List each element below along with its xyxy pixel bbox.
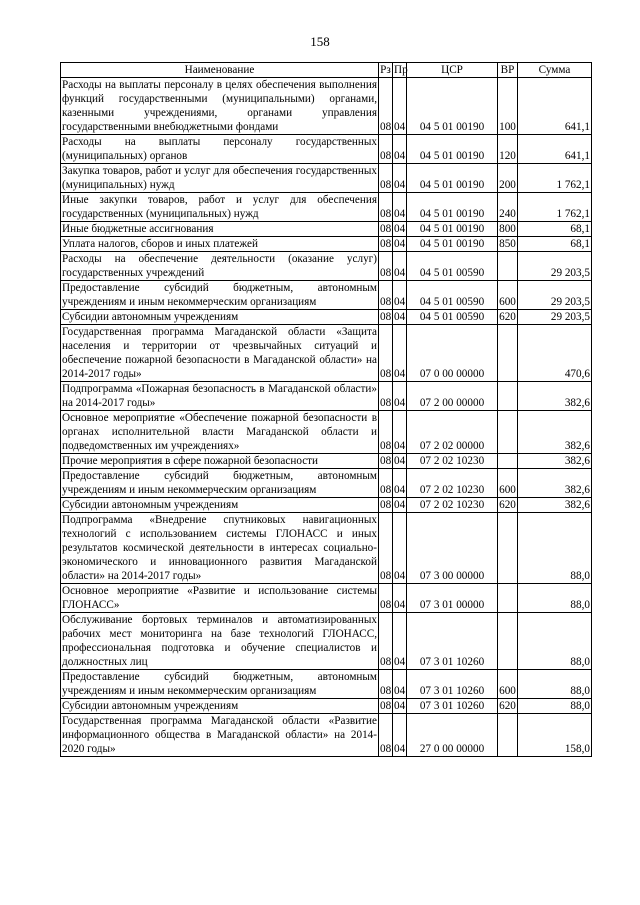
row-vr-cell: 100 — [498, 78, 518, 135]
row-rz-cell: 08 — [379, 613, 393, 670]
row-name-cell: Субсидии автономным учреждениям — [61, 310, 379, 325]
row-name-cell: Закупка товаров, работ и услуг для обеспечения государственных (муниципальных) нужд — [62, 165, 377, 191]
row-rz-cell: 08 — [380, 455, 392, 467]
table-row — [61, 699, 592, 714]
row-csr-cell: 04 5 01 00190 — [407, 237, 498, 252]
table-row — [61, 469, 592, 498]
row-vr-cell — [498, 613, 518, 670]
row-rz-cell: 08 — [379, 714, 393, 757]
table-row — [61, 252, 592, 281]
row-name-cell: Субсидии автономным учреждениям — [61, 699, 379, 714]
row-amount-cell: 88,0 — [518, 699, 592, 714]
row-pr-cell: 04 — [394, 700, 406, 712]
row-vr-cell: 620 — [499, 311, 516, 323]
row-rz-cell: 08 — [379, 469, 393, 498]
row-csr-cell: 07 2 02 10230 — [407, 454, 498, 469]
row-csr-cell: 07 2 02 10230 — [407, 498, 498, 513]
header-csr: ЦСР — [407, 63, 498, 78]
table-body — [61, 78, 592, 757]
row-name-cell: Иные закупки товаров, работ и услуг для обеспечения государственных (муниципальных) нужд — [62, 194, 377, 220]
page-number: 158 — [310, 34, 330, 49]
row-amount-cell: 68,1 — [518, 222, 592, 237]
row-name-cell: Прочие мероприятия в сфере пожарной безопасности — [61, 454, 379, 469]
table-row — [61, 513, 592, 584]
row-amount-cell: 382,6 — [518, 469, 592, 498]
row-amount-cell: 641,1 — [518, 78, 592, 135]
row-rz-cell: 08 — [380, 499, 392, 511]
row-csr-cell: 07 3 00 00000 — [407, 513, 498, 584]
row-vr-cell: 200 — [498, 164, 518, 193]
row-name-cell: Уплата налогов, сборов и иных платежей — [61, 237, 379, 252]
row-vr-cell — [498, 382, 518, 411]
row-amount-cell: 88,0 — [518, 513, 592, 584]
row-pr-cell: 04 — [394, 223, 406, 235]
row-vr-cell — [498, 325, 518, 382]
row-name-cell: Предоставление субсидий бюджетным, автономным учреждениям и иным некоммерческим организациям — [62, 282, 377, 308]
row-vr-cell: 240 — [498, 193, 518, 222]
row-rz-cell: 08 — [379, 252, 393, 281]
row-vr-cell: 850 — [499, 238, 516, 250]
row-amount-cell: 88,0 — [518, 584, 592, 613]
row-csr-cell: 07 2 00 00000 — [407, 382, 498, 411]
header-vr: ВР — [498, 63, 518, 78]
row-pr-cell: 04 — [394, 311, 406, 323]
table-row — [61, 281, 592, 310]
row-vr-cell — [498, 454, 518, 469]
row-vr-cell — [498, 714, 518, 757]
row-vr-cell — [498, 513, 518, 584]
row-name-cell: Государственная программа Магаданской области «Развитие информационного общества в Магаданской области» на 2014-2020 годы» — [62, 715, 377, 755]
row-name-cell: Основное мероприятие «Развитие и использование системы ГЛОНАСС» — [62, 585, 377, 611]
row-rz-cell: 08 — [380, 223, 392, 235]
row-name-cell: Основное мероприятие «Обеспечение пожарной безопасности в органах исполнительной власти Магаданской области и подведомственных им учреждениях» — [62, 412, 377, 452]
row-amount-cell: 29 203,5 — [518, 281, 592, 310]
table-row — [61, 135, 592, 164]
row-pr-cell: 04 — [393, 670, 407, 699]
row-amount-cell: 68,1 — [518, 237, 592, 252]
row-rz-cell: 08 — [379, 513, 393, 584]
row-name-cell: Субсидии автономным учреждениям — [61, 498, 379, 513]
row-pr-cell: 04 — [393, 164, 407, 193]
row-amount-cell: 1 762,1 — [518, 193, 592, 222]
row-pr-cell: 04 — [394, 455, 406, 467]
row-csr-cell: 07 2 02 00000 — [407, 411, 498, 454]
row-csr-cell: 04 5 01 00190 — [407, 193, 498, 222]
row-amount-cell: 470,6 — [518, 325, 592, 382]
row-pr-cell: 04 — [394, 499, 406, 511]
row-amount-cell: 641,1 — [518, 135, 592, 164]
row-csr-cell: 04 5 01 00590 — [407, 310, 498, 325]
row-rz-cell: 08 — [379, 135, 393, 164]
row-csr-cell: 07 3 01 10260 — [407, 699, 498, 714]
row-amount-cell: 1 762,1 — [518, 164, 592, 193]
row-vr-cell — [498, 411, 518, 454]
row-pr-cell: 04 — [393, 193, 407, 222]
row-name-cell: Расходы на выплаты персоналу государственных (муниципальных) органов — [62, 136, 377, 162]
row-pr-cell: 04 — [393, 714, 407, 757]
row-name-cell: Подпрограмма «Внедрение спутниковых навигационных технологий с использованием системы ГЛОНАСС и иных результатов космической деятельности в интересах социально-экономического и инновационного развития Магаданской области» на 2014-2017 годы» — [62, 514, 377, 582]
row-vr-cell — [498, 584, 518, 613]
row-rz-cell: 08 — [379, 411, 393, 454]
row-pr-cell: 04 — [393, 411, 407, 454]
header-pr: Пр — [394, 64, 408, 76]
row-rz-cell: 08 — [379, 193, 393, 222]
row-vr-cell: 600 — [498, 469, 518, 498]
row-csr-cell: 04 5 01 00190 — [407, 78, 498, 135]
table-header-row — [61, 63, 592, 78]
row-amount-cell: 88,0 — [518, 613, 592, 670]
row-vr-cell: 600 — [498, 281, 518, 310]
table-row — [61, 222, 592, 237]
table-row — [61, 310, 592, 325]
row-amount-cell: 382,6 — [518, 411, 592, 454]
row-pr-cell: 04 — [393, 584, 407, 613]
table-row — [61, 411, 592, 454]
header-name: Наименование — [61, 63, 379, 78]
table-row — [61, 613, 592, 670]
table-row — [61, 382, 592, 411]
row-pr-cell: 04 — [393, 513, 407, 584]
row-name-cell: Расходы на выплаты персоналу в целях обеспечения выполнения функций государственными (муниципальными) органами, казенными учреждениями, органами управления государственными внебюджетными фондами — [62, 79, 377, 133]
row-rz-cell: 08 — [379, 584, 393, 613]
row-name-cell: Предоставление субсидий бюджетным, автономным учреждениям и иным некоммерческим организациям — [62, 470, 377, 496]
row-rz-cell: 08 — [380, 700, 392, 712]
row-rz-cell: 08 — [379, 325, 393, 382]
table-row — [61, 237, 592, 252]
row-vr-cell: 620 — [499, 700, 516, 712]
row-pr-cell: 04 — [393, 613, 407, 670]
row-amount-cell: 29 203,5 — [518, 252, 592, 281]
table-row — [61, 193, 592, 222]
table-row — [61, 454, 592, 469]
row-amount-cell: 158,0 — [518, 714, 592, 757]
header-amount: Сумма — [518, 63, 592, 78]
table-row — [61, 670, 592, 699]
row-vr-cell — [498, 252, 518, 281]
row-csr-cell: 07 3 01 10260 — [407, 613, 498, 670]
header-rz: Рз — [380, 64, 391, 76]
row-rz-cell: 08 — [379, 281, 393, 310]
row-amount-cell: 382,6 — [518, 454, 592, 469]
row-name-cell: Предоставление субсидий бюджетным, автономным учреждениям и иным некоммерческим организациям — [62, 671, 377, 697]
row-pr-cell: 04 — [393, 325, 407, 382]
row-csr-cell: 04 5 01 00190 — [407, 222, 498, 237]
row-vr-cell: 120 — [498, 135, 518, 164]
row-pr-cell: 04 — [393, 252, 407, 281]
row-name-cell: Государственная программа Магаданской области «Защита населения и территории от чрезвычайных ситуаций и обеспечение пожарной безопасности в Магаданской области» на 2014-2017 годы» — [62, 326, 377, 380]
row-rz-cell: 08 — [379, 164, 393, 193]
row-pr-cell: 04 — [393, 281, 407, 310]
row-csr-cell: 27 0 00 00000 — [407, 714, 498, 757]
table-row — [61, 164, 592, 193]
budget-table — [60, 62, 592, 757]
row-amount-cell: 382,6 — [518, 382, 592, 411]
row-amount-cell: 88,0 — [518, 670, 592, 699]
row-pr-cell: 04 — [393, 469, 407, 498]
row-name-cell: Расходы на обеспечение деятельности (оказание услуг) государственных учреждений — [62, 253, 377, 279]
row-name-cell: Иные бюджетные ассигнования — [61, 222, 379, 237]
row-csr-cell: 07 2 02 10230 — [407, 469, 498, 498]
row-amount-cell: 29 203,5 — [518, 310, 592, 325]
row-pr-cell: 04 — [394, 238, 406, 250]
row-rz-cell: 08 — [379, 670, 393, 699]
row-csr-cell: 07 0 00 00000 — [407, 325, 498, 382]
row-csr-cell: 04 5 01 00190 — [407, 164, 498, 193]
row-rz-cell: 08 — [379, 382, 393, 411]
row-pr-cell: 04 — [393, 135, 407, 164]
table-row — [61, 714, 592, 757]
row-name-cell: Подпрограмма «Пожарная безопасность в Магаданской области» на 2014-2017 годы» — [62, 383, 377, 409]
row-csr-cell: 04 5 01 00590 — [407, 281, 498, 310]
row-vr-cell: 800 — [499, 223, 516, 235]
row-csr-cell: 07 3 01 00000 — [407, 584, 498, 613]
row-name-cell: Обслуживание бортовых терминалов и автоматизированных рабочих мест мониторинга на базе технологий ГЛОНАСС, профессиональная подготовка и обучение специалистов и должностных лиц — [62, 614, 377, 668]
table-row — [61, 584, 592, 613]
table-row — [61, 325, 592, 382]
row-csr-cell: 04 5 01 00190 — [407, 135, 498, 164]
row-pr-cell: 04 — [393, 382, 407, 411]
row-rz-cell: 08 — [380, 238, 392, 250]
row-rz-cell: 08 — [379, 78, 393, 135]
table-row — [61, 498, 592, 513]
row-vr-cell: 620 — [499, 499, 516, 511]
row-amount-cell: 382,6 — [518, 498, 592, 513]
row-csr-cell: 07 3 01 10260 — [407, 670, 498, 699]
table-row — [61, 78, 592, 135]
row-pr-cell: 04 — [393, 78, 407, 135]
row-csr-cell: 04 5 01 00590 — [407, 252, 498, 281]
row-vr-cell: 600 — [498, 670, 518, 699]
row-rz-cell: 08 — [380, 311, 392, 323]
